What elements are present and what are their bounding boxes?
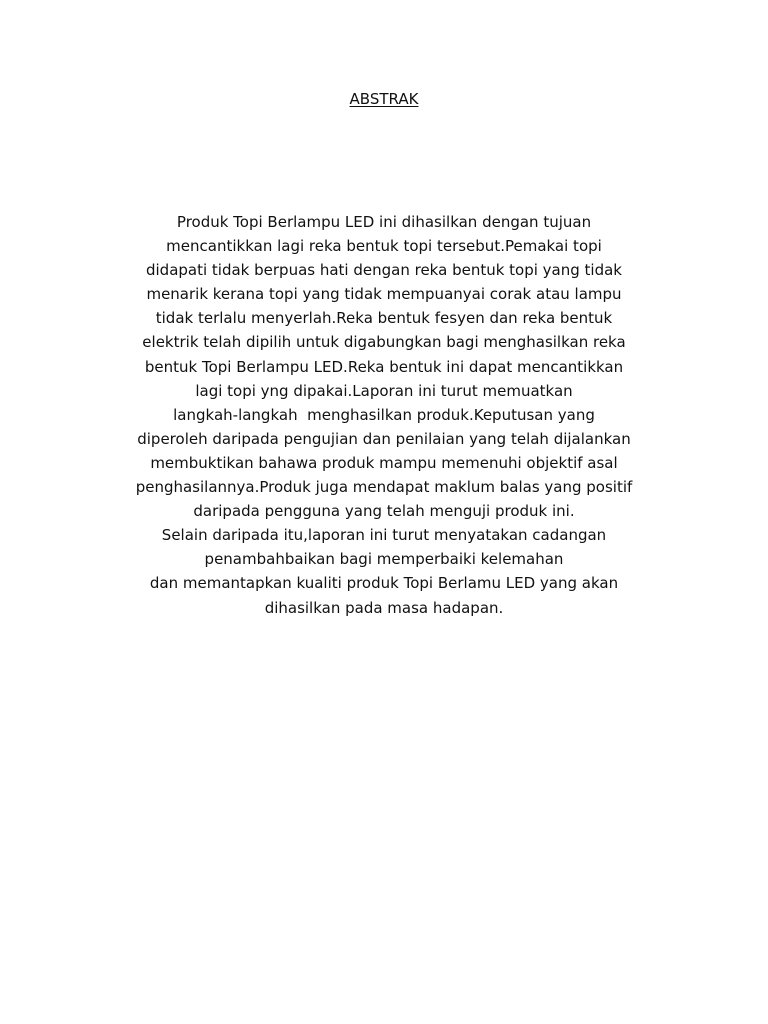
abstract-line: penambahbaikan bagi memperbaiki kelemahan bbox=[204, 550, 564, 569]
abstract-line: menarik kerana topi yang tidak mempuanyai corak atau lampu bbox=[146, 285, 622, 304]
abstract-line: diperoleh daripada pengujian dan penilaian yang telah dijalankan bbox=[137, 429, 631, 448]
abstract-line: bentuk Topi Berlampu LED.Reka bentuk ini dapat mencantikkan bbox=[144, 357, 624, 376]
abstract-line: didapati tidak berpuas hati dengan reka bentuk topi yang tidak bbox=[145, 261, 622, 280]
abstract-line: langkah-langkah menghasilkan produk.Keputusan yang bbox=[173, 405, 595, 424]
abstract-line: membuktikan bahawa produk mampu memenuhi objektif asal bbox=[150, 453, 618, 472]
abstract-heading-text: ABSTRAK bbox=[349, 90, 419, 108]
abstract-line: dihasilkan pada masa hadapan. bbox=[264, 598, 504, 617]
abstract-line: Selain daripada itu,laporan ini turut menyatakan cadangan bbox=[161, 526, 607, 545]
abstract-line: Produk Topi Berlampu LED ini dihasilkan dengan tujuan bbox=[176, 213, 592, 231]
abstract-line: daripada pengguna yang telah menguji produk ini. bbox=[193, 502, 575, 521]
abstract-body bbox=[100, 210, 668, 620]
abstract-line: lagi topi yng dipakai.Laporan ini turut memuatkan bbox=[195, 381, 573, 400]
abstract-line: mencantikkan lagi reka bentuk topi tersebut.Pemakai topi bbox=[166, 237, 602, 256]
abstract-line: elektrik telah dipilih untuk digabungkan bagi menghasilkan reka bbox=[142, 333, 626, 352]
abstract-heading bbox=[0, 89, 768, 109]
abstract-line: dan memantapkan kualiti produk Topi Berlamu LED yang akan bbox=[149, 574, 619, 593]
abstract-line: penghasilannya.Produk juga mendapat maklum balas yang positif bbox=[135, 478, 633, 497]
abstract-line: tidak terlalu menyerlah.Reka bentuk fesyen dan reka bentuk bbox=[155, 309, 613, 328]
